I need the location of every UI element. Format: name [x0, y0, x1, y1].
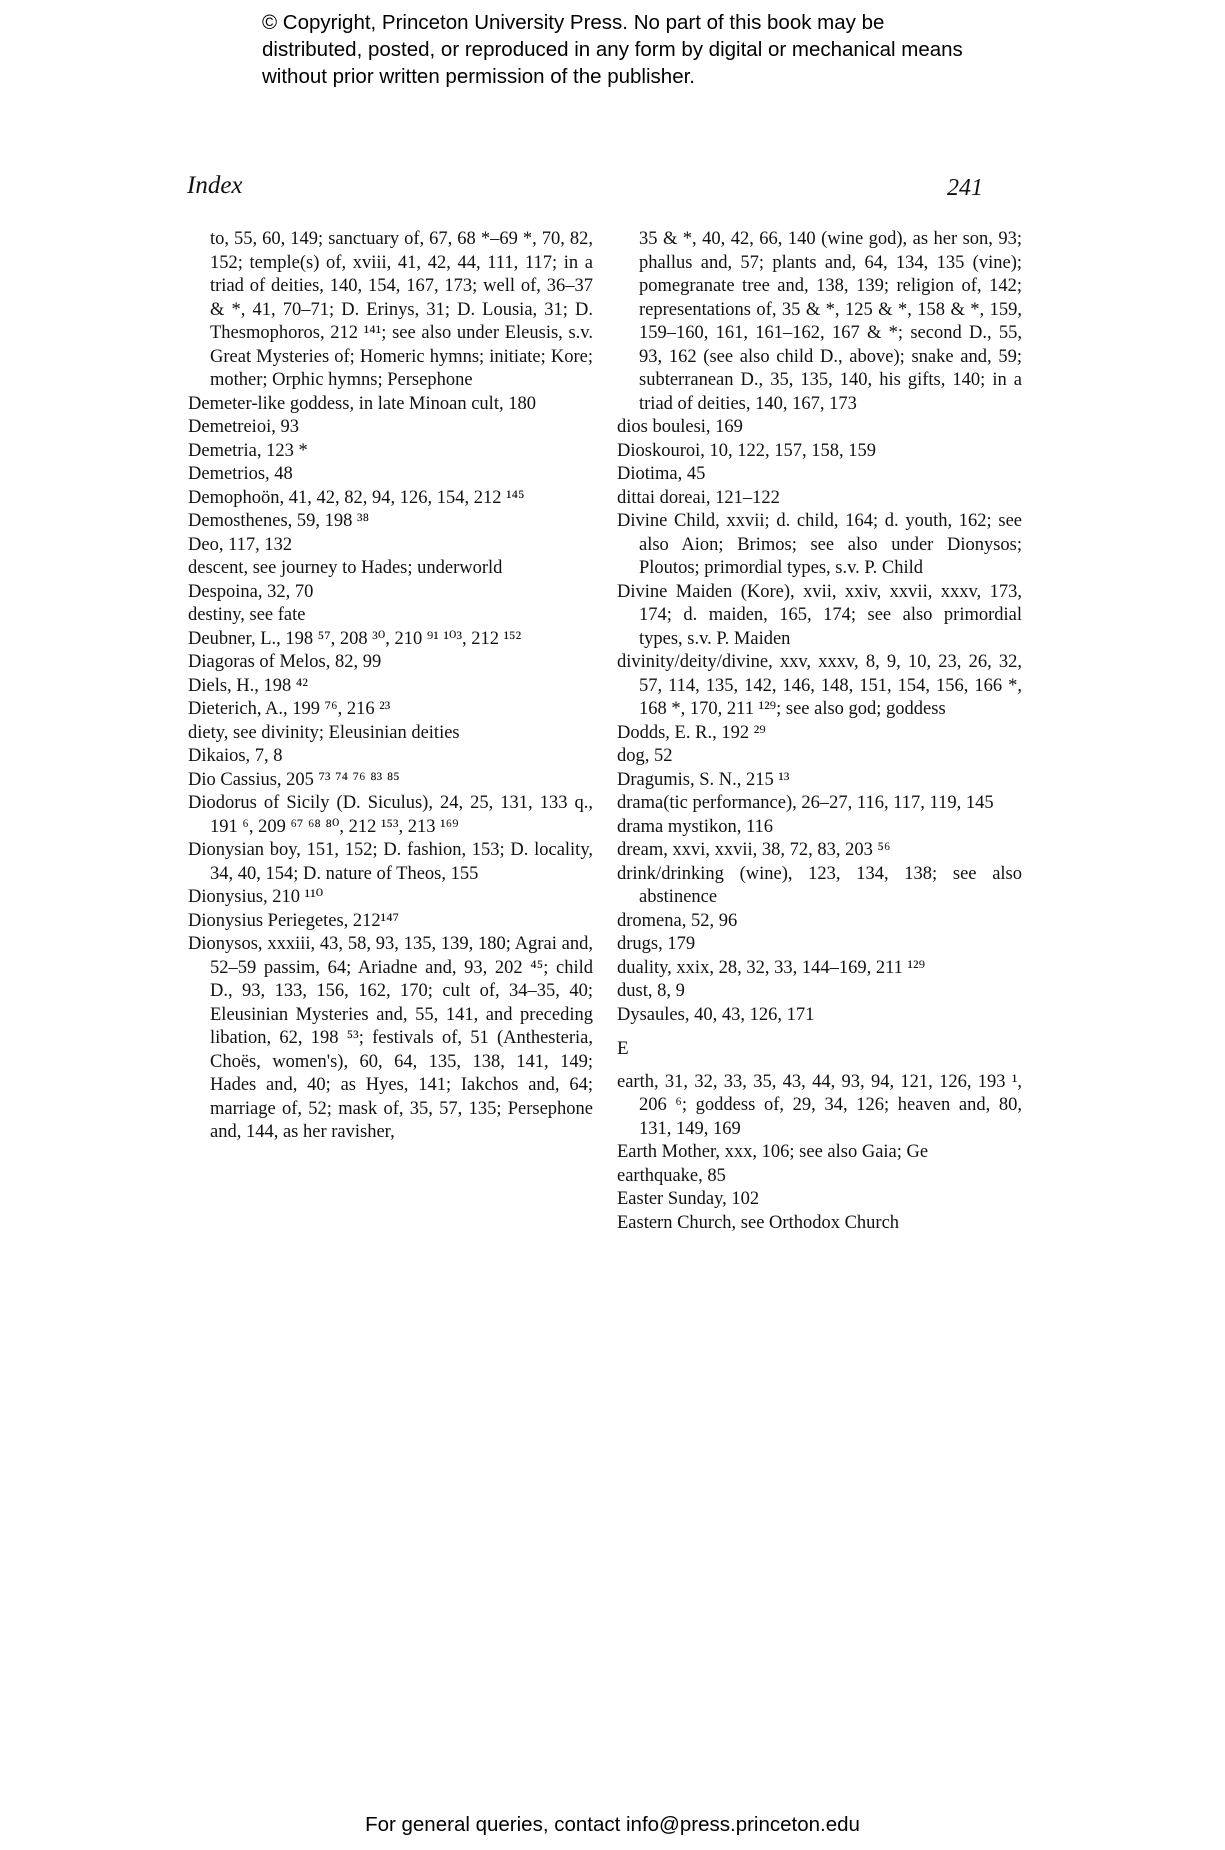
index-entry: Diagoras of Melos, 82, 99 [188, 652, 382, 672]
index-entry: drama mystikon, 116 [617, 816, 774, 837]
index-entry: Dikaios, 7, 8 [188, 746, 283, 766]
index-entry: Divine Child, xxvii; d. child, 164; d. youth, 162; see also Aion; Brimos; see also under Dionysos; Ploutos; primordial types, s.v. P. Child [617, 511, 1022, 578]
index-entry: Eastern Church, see Orthodox Church [617, 1212, 900, 1233]
index-entry: Demetreioi, 93 [188, 417, 299, 437]
index-entry: divinity/deity/divine, xxv, xxxv, 8, 9, 10, 23, 26, 32, 57, 114, 135, 142, 146, 148, 151, 154, 156, 166 *, 168 *, 170, 211 ¹²⁹; see also god; goddess [617, 652, 1022, 719]
index-entry: to, 55, 60, 149; sanctuary of, 67, 68 *–69 *, 70, 82, 152; temple(s) of, xviii, 41, 42, 44, 111, 117; in a triad of deities, 140, 154, 167, 173; well of, 36–37 & *, 41, 70–71; D. Erinys, 31; D. Lousia, 31; D. Thesmophoros, 212 ¹⁴¹; see also under Eleusis, s.v. Great Mysteries of; Homeric hymns; initiate; Kore; mother; Orphic hymns; Persephone [210, 229, 593, 390]
index-entry: Dieterich, A., 199 ⁷⁶, 216 ²³ [188, 699, 391, 719]
index-entry: drugs, 179 [617, 934, 696, 954]
index-column-left [188, 228, 593, 1145]
index-entry: dog, 52 [617, 746, 673, 766]
index-entry: Diotima, 45 [617, 464, 706, 484]
index-entry: Dodds, E. R., 192 ²⁹ [617, 722, 766, 743]
index-entry: Deubner, L., 198 ⁵⁷, 208 ³⁰, 210 ⁹¹ ¹⁰³, 212 ¹⁵² [188, 628, 522, 649]
index-entry: Dragumis, S. N., 215 ¹³ [617, 769, 790, 790]
index-entry: 35 & *, 40, 42, 66, 140 (wine god), as her son, 93; phallus and, 57; plants and, 64, 134, 135 (vine); pomegranate tree and, 138, 139; religion of, 142; representations of, 35 & *, 125 & *, 158 & *, 159, 159–160, 161, 161–162, 167 & *; second D., 55, 93, 162 (see also child D., above); snake and, 59; subterranean D., 35, 135, 140, his gifts, 140; in a triad of deities, 140, 167, 173 [639, 229, 1022, 414]
index-entry: destiny, see fate [188, 605, 306, 625]
index-entry: Demetria, 123 * [188, 440, 308, 461]
index-entry: Diodorus of Sicily (D. Siculus), 24, 25, 131, 133 q., 191 ⁶, 209 ⁶⁷ ⁶⁸ ⁸⁰, 212 ¹⁵³, 213 ¹⁶⁹ [188, 793, 593, 837]
index-entry: drink/drinking (wine), 123, 134, 138; see also abstinence [617, 863, 1022, 907]
index-entry: diety, see divinity; Eleusinian deities [188, 722, 460, 743]
index-entry: dios boulesi, 169 [617, 417, 743, 437]
footer-contact: For general queries, contact info@press.princeton.edu [365, 1813, 860, 1836]
index-entry: Deo, 117, 132 [188, 534, 293, 555]
index-entry: Demeter-like goddess, in late Minoan cult, 180 [188, 393, 536, 414]
index-entry: Dionysius, 210 ¹¹⁰ [188, 887, 324, 907]
index-entry: descent, see journey to Hades; underworld [188, 558, 503, 578]
section-letter-heading: E [617, 1038, 629, 1059]
index-entry: Divine Maiden (Kore), xvii, xxiv, xxvii, xxxv, 173, 174; d. maiden, 165, 174; see also primordial types, s.v. P. Maiden [617, 581, 1022, 649]
index-entry: earthquake, 85 [617, 1165, 726, 1186]
index-column-right [617, 228, 1022, 1235]
index-entry: Diels, H., 198 ⁴² [188, 675, 308, 696]
index-entry: dromena, 52, 96 [617, 910, 738, 931]
index-entry: Earth Mother, xxx, 106; see also Gaia; Ge [617, 1142, 929, 1162]
index-entry: Dio Cassius, 205 ⁷³ ⁷⁴ ⁷⁶ ⁸³ ⁸⁵ [188, 769, 400, 790]
index-entry: Dioskouroi, 10, 122, 157, 158, 159 [617, 440, 876, 461]
page-number: 241 [947, 175, 983, 201]
index-entry: Dionysius Periegetes, 212¹⁴⁷ [188, 910, 400, 931]
index-entry: dittai doreai, 121–122 [617, 487, 780, 508]
index-entry: Demophoön, 41, 42, 82, 94, 126, 154, 212 ¹⁴⁵ [188, 487, 525, 508]
index-entry: earth, 31, 32, 33, 35, 43, 44, 93, 94, 121, 126, 193 ¹, 206 ⁶; goddess of, 29, 34, 126; heaven and, 80, 131, 149, 169 [617, 1071, 1022, 1139]
index-entry: Despoina, 32, 70 [188, 581, 314, 602]
index-entry: Dysaules, 40, 43, 126, 171 [617, 1004, 815, 1025]
index-entry: Demosthenes, 59, 198 ³⁸ [188, 511, 370, 531]
index-entry: Demetrios, 48 [188, 464, 293, 484]
index-entry: Dionysian boy, 151, 152; D. fashion, 153; D. locality, 34, 40, 154; D. nature of Theos, 155 [188, 840, 593, 884]
running-head: Index [187, 172, 243, 199]
index-entry: drama(tic performance), 26–27, 116, 117, 119, 145 [617, 793, 994, 813]
index-entry: dust, 8, 9 [617, 981, 685, 1001]
index-entry: Easter Sunday, 102 [617, 1189, 760, 1209]
copyright-notice: © Copyright, Princeton University Press. No part of this book may be distributed, posted, or reproduced in any form by digital or mechanical means without prior written permission of the publisher. [262, 11, 963, 88]
index-entry: Dionysos, xxxiii, 43, 58, 93, 135, 139, 180; Agrai and, 52–59 passim, 64; Ariadne and, 93, 202 ⁴⁵; child D., 93, 133, 156, 162, 170; cult of, 34–35, 40; Eleusinian Mysteries and, 55, 141, and preceding libation, 62, 198 ⁵³; festivals of, 51 (Anthesteria, Choës, women's), 60, 64, 135, 138, 141, 149; Hades and, 40; as Hyes, 141; Iakchos and, 64; marriage of, 52; mask of, 35, 57, 135; Persephone and, 144, as her ravisher, [188, 934, 593, 1142]
index-entry: dream, xxvi, xxvii, 38, 72, 83, 203 ⁵⁶ [617, 840, 891, 860]
index-entry: duality, xxix, 28, 32, 33, 144–169, 211 ¹²⁹ [617, 957, 926, 978]
